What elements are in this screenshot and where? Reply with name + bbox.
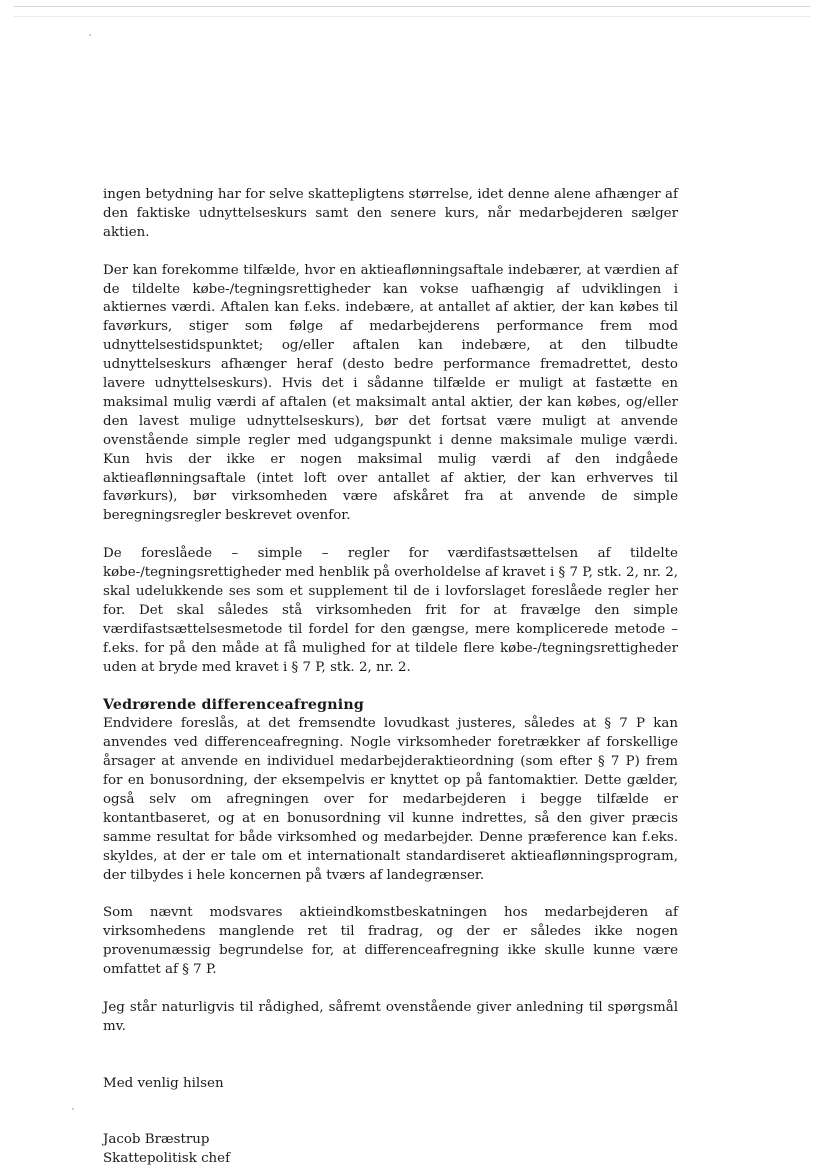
- signature-block: [103, 1131, 678, 1169]
- section-heading: Vedrørende differenceafregning: [103, 697, 364, 714]
- paragraph: Som nævnt modsvares aktieindkomstbeskatningen hos medarbejderen af virksomhedens manglende ret til fradrag, og der er således ikke nogen provenumæssig begrundelse for, at differenceafregning ikke skulle kunne være omfattet af § 7 P.: [103, 905, 678, 978]
- scan-speck: [72, 1108, 74, 1110]
- paragraph: ingen betydning har for selve skattepligtens størrelse, idet denne alene afhænger af den faktiske udnyttelseskurs samt den senere kurs, når medarbejderen sælger aktien.: [103, 187, 678, 240]
- paragraph: Endvidere foreslås, at det fremsendte lovudkast justeres, således at § 7 P kan anvendes ved differenceafregning. Nogle virksomheder foretrækker af forskellige årsager at anvende en individuel medarbejderaktieordning (som efter § 7 P) frem for en bonusordning, der eksempelvis er knyttet op på fantomaktier. Dette gælder, også selv om afregningen over for medarbejderen i begge tilfælde er kontantbaseret, og at en bonusordning vil kunne indrettes, så den giver præcis samme resultat for både virksomhed og medarbejder. Denne præference kan f.eks. skyldes, at der er tale om et internationalt standardiseret aktieaflønningsprogram, der tilbydes i hele koncernen på tværs af landegrænser.: [103, 716, 678, 883]
- scan-speck: [89, 34, 91, 36]
- closing-greeting: Med venlig hilsen: [103, 1075, 224, 1091]
- paragraph: Der kan forekomme tilfælde, hvor en aktieaflønningsaftale indebærer, at værdien af de tildelte købe-/tegningsrettigheder kan vokse uafhængig af udviklingen i aktiernes værdi. Aftalen kan f.eks. indebære, at antallet af aktier, der kan købes til favørkurs, stiger som følge af medarbejderens performance frem mod udnyttelsestidspunktet; og/eller aftalen kan indebære, at den tilbudte udnyttelseskurs afhænger heraf (desto bedre performance fremadrettet, desto lavere udnyttelseskurs). Hvis det i sådanne tilfælde er muligt at fastætte en maksimal mulig værdi af aftalen (et maksimalt antal aktier, der kan købes, og/eller den lavest mulige udnyttelseskurs), bør det fortsat være muligt at anvende ovenstående simple regler med udgangspunkt i denne maksimale mulige værdi. Kun hvis der ikke er nogen maksimal mulig værdi af den indgåede aktieaflønningsaftale (intet loft over antallet af aktier, der kan erhverves til favørkurs), bør virksomheden være afskåret fra at anvende de simple beregningsregler beskrevet ovenfor.: [103, 262, 678, 524]
- scan-top-edge: [14, 6, 810, 17]
- signatory-title: Skattepolitisk chef: [103, 1151, 231, 1167]
- letter-body: [103, 186, 678, 1169]
- closing: [103, 1075, 678, 1094]
- signatory-name: Jacob Bræstrup: [103, 1132, 210, 1148]
- paragraph: De foreslåede – simple – regler for værdifastsættelsen af tildelte købe-/tegningsrettigheder med henblik på overholdelse af kravet i § 7 P, stk. 2, nr. 2, skal udelukkende ses som et supplement til de i lovforslaget foreslåede regler her for. Det skal således stå virksomheden frit for at fravælge den simple værdifastsættelsesmetode til fordel for den gængse, mere komplicerede metode – f.eks. for på den måde at få mulighed for at tildele flere købe-/tegningsrettigheder uden at bryde med kravet i § 7 P, stk. 2, nr. 2.: [103, 546, 678, 675]
- paragraph: Jeg står naturligvis til rådighed, såfremt ovenstående giver anledning til spørgsmål mv.: [103, 999, 678, 1034]
